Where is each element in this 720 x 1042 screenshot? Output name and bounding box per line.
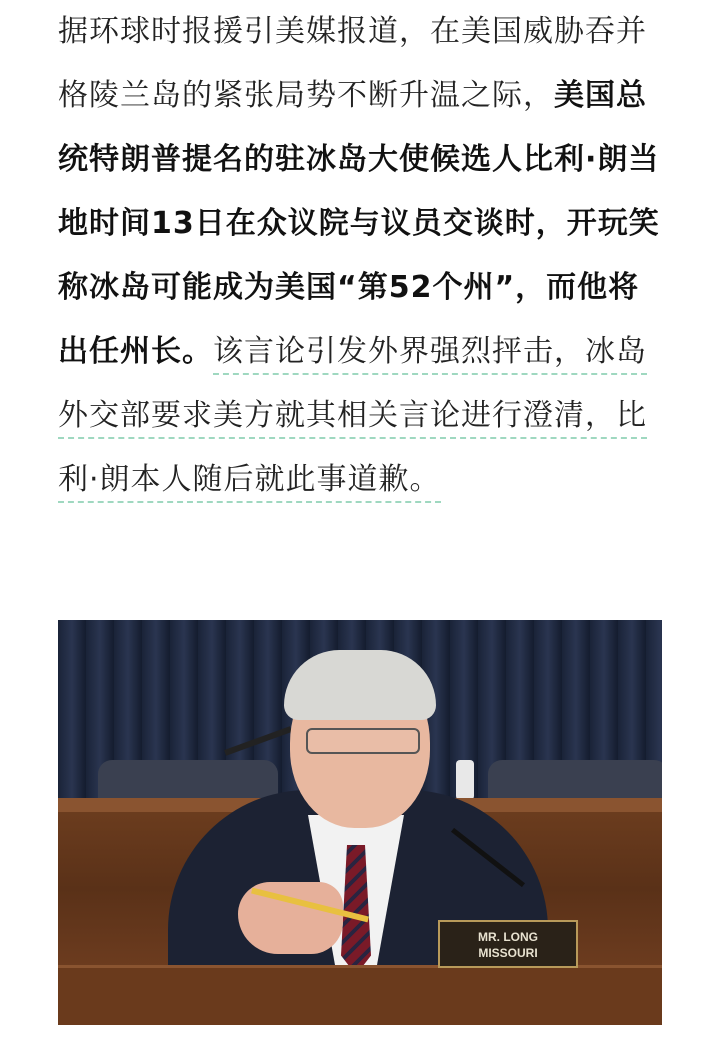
news-photo [58, 620, 662, 1025]
nameplate-state: MISSOURI [478, 946, 538, 960]
nameplate-name: MR. LONG [478, 930, 538, 944]
paragraph-text-underlined[interactable]: 该言论引发外界强烈抨击，冰岛外交部要求美方就其相关言论进行澄清，比利·朗本人随后就此事道歉。 [58, 334, 647, 503]
article-paragraph [58, 0, 664, 512]
photo-person-hair [284, 650, 436, 720]
photo-nameplate [438, 920, 578, 968]
photo-person-glasses [306, 728, 420, 754]
photo-sanitizer-bottle [456, 760, 474, 800]
photo-desk-front [58, 965, 662, 1025]
paragraph-text-bold: 美国总统特朗普提名的驻冰岛大使候选人比利·朗当地时间13日在众议院与议员交谈时，开玩笑称冰岛可能成为美国“第52个州”，而他将出任州长。 [58, 78, 660, 369]
article-body [58, 0, 664, 512]
paragraph-text-normal: 据环球时报援引美媒报道，在美国威胁吞并格陵兰岛的紧张局势不断升温之际， [58, 14, 647, 113]
